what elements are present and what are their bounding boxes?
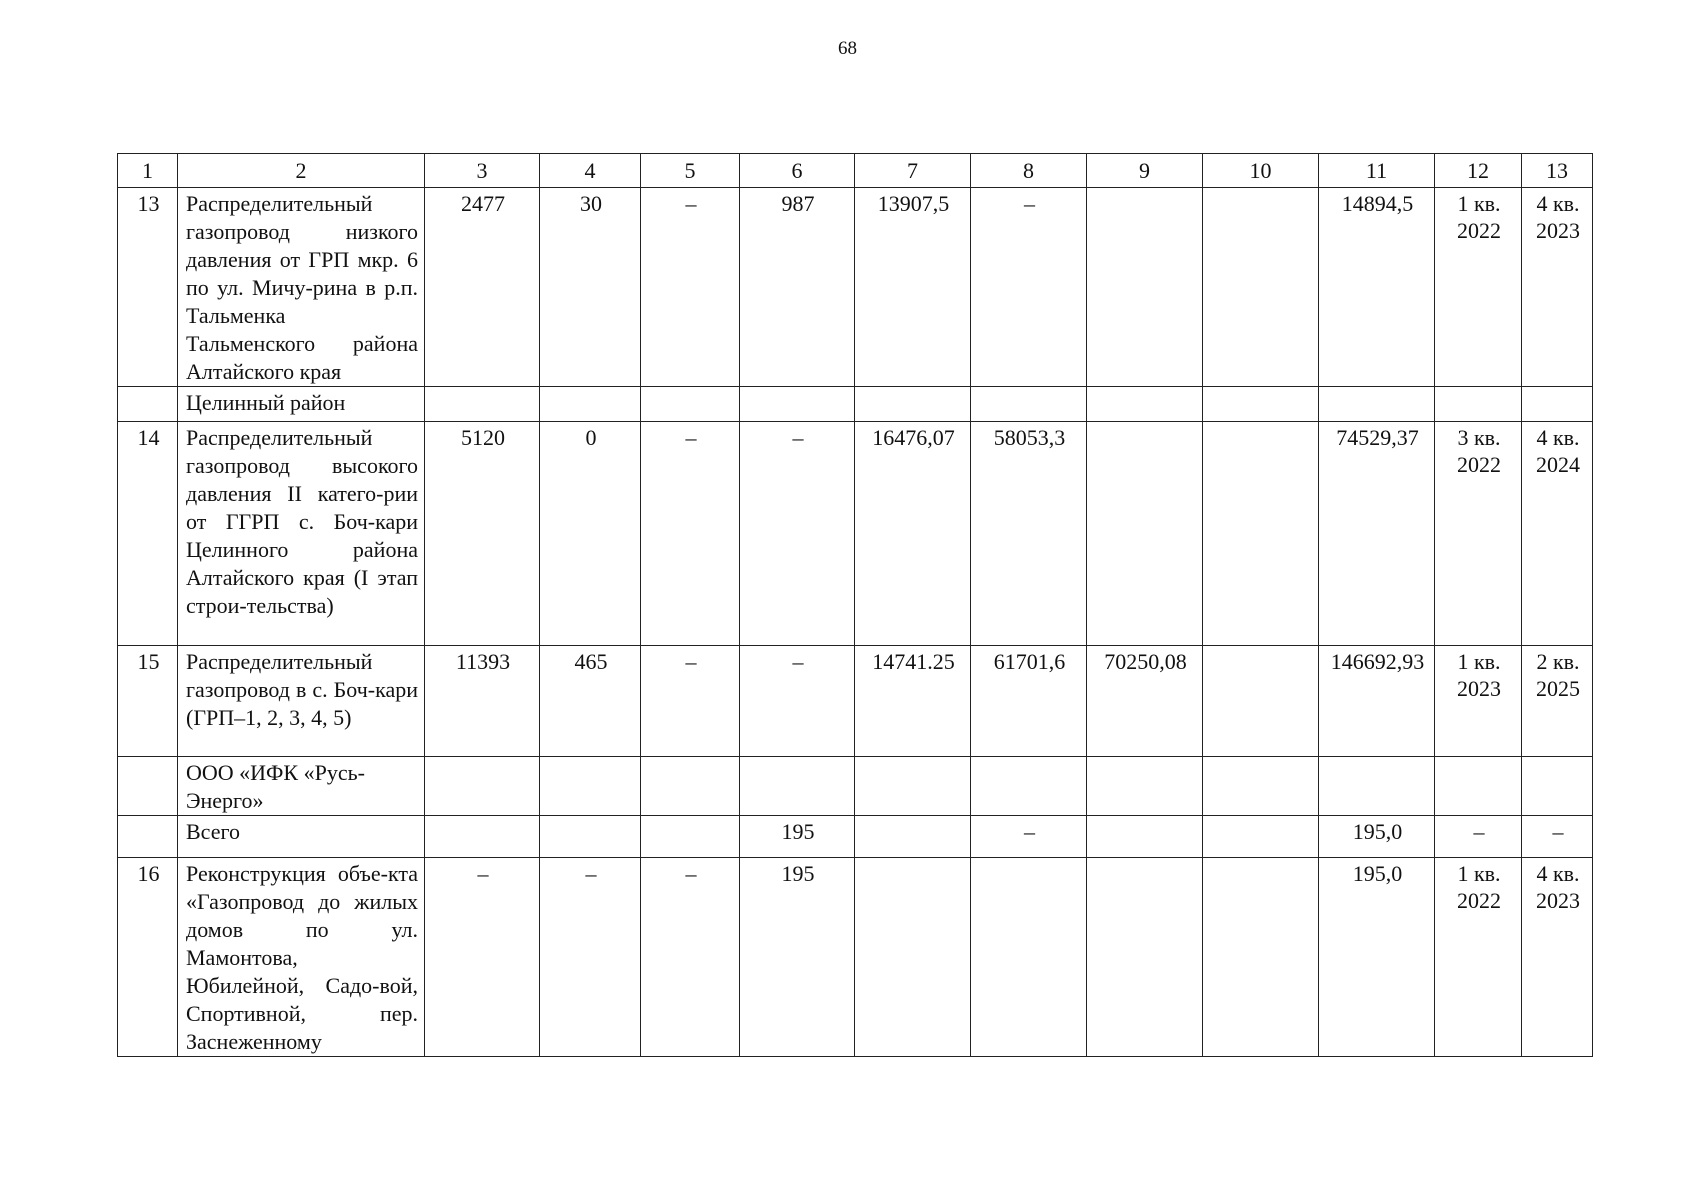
- column-header: 12: [1435, 154, 1522, 188]
- table-row: [118, 757, 1593, 816]
- table-row: [118, 387, 1593, 422]
- table-row: [118, 858, 1593, 1057]
- table-cell: 146692,93: [1319, 646, 1435, 757]
- table-cell: –: [1435, 816, 1522, 858]
- table-cell: [1087, 422, 1203, 646]
- column-header: 1: [118, 154, 178, 188]
- table-cell: 70250,08: [1087, 646, 1203, 757]
- column-header: 7: [855, 154, 971, 188]
- table-cell: [855, 858, 971, 1057]
- table-cell: –: [540, 858, 641, 1057]
- table-cell: [641, 757, 740, 816]
- table-cell: –: [641, 422, 740, 646]
- table-cell: [1087, 858, 1203, 1057]
- table-cell: [1203, 816, 1319, 858]
- header-row: [118, 154, 1593, 188]
- column-header: 10: [1203, 154, 1319, 188]
- table-cell: [855, 387, 971, 422]
- table-cell: –: [641, 188, 740, 387]
- table-cell: [1203, 757, 1319, 816]
- table-cell: 15: [118, 646, 178, 757]
- table-cell: 14: [118, 422, 178, 646]
- table-cell: 16476,07: [855, 422, 971, 646]
- table-cell: 195,0: [1319, 816, 1435, 858]
- table-cell: –: [425, 858, 540, 1057]
- table-cell: 14894,5: [1319, 188, 1435, 387]
- table-cell: –: [740, 422, 855, 646]
- column-header: 2: [178, 154, 425, 188]
- table-cell: [425, 816, 540, 858]
- table-cell: –: [641, 646, 740, 757]
- table-cell: [1087, 188, 1203, 387]
- table-cell: –: [740, 646, 855, 757]
- table-cell: [1522, 387, 1593, 422]
- table-cell: [971, 858, 1087, 1057]
- table-cell: 61701,6: [971, 646, 1087, 757]
- table-cell: [118, 816, 178, 858]
- table-cell: [1203, 387, 1319, 422]
- table-cell: [540, 816, 641, 858]
- column-header: 3: [425, 154, 540, 188]
- column-header: 11: [1319, 154, 1435, 188]
- table-cell: [425, 757, 540, 816]
- table-cell: [1319, 757, 1435, 816]
- table-cell: [425, 387, 540, 422]
- table-cell: 74529,37: [1319, 422, 1435, 646]
- table-cell: [1087, 757, 1203, 816]
- table-cell: Распределительный газопровод низкого давления от ГРП мкр. 6 по ул. Мичу-рина в р.п. Тальменка Тальменского района Алтайского края: [178, 188, 425, 387]
- table-cell: 11393: [425, 646, 540, 757]
- column-header: 13: [1522, 154, 1593, 188]
- table-cell: 195: [740, 816, 855, 858]
- table-cell: 30: [540, 188, 641, 387]
- table-cell: [1087, 816, 1203, 858]
- table-cell: 195,0: [1319, 858, 1435, 1057]
- table-cell: [641, 387, 740, 422]
- table-cell: –: [971, 188, 1087, 387]
- table-row: [118, 816, 1593, 858]
- table-cell: [1522, 757, 1593, 816]
- table-cell: [1435, 387, 1522, 422]
- table-cell: 2 кв. 2025: [1522, 646, 1593, 757]
- table-cell: 465: [540, 646, 641, 757]
- table-cell: 58053,3: [971, 422, 1087, 646]
- column-header: 8: [971, 154, 1087, 188]
- table-cell: [540, 387, 641, 422]
- table-cell: 5120: [425, 422, 540, 646]
- table-cell: [1087, 387, 1203, 422]
- table-cell: 1 кв. 2022: [1435, 188, 1522, 387]
- table-row: [118, 188, 1593, 387]
- column-header: 9: [1087, 154, 1203, 188]
- table-cell: 16: [118, 858, 178, 1057]
- table-cell: 4 кв. 2023: [1522, 188, 1593, 387]
- table-cell: 3 кв. 2022: [1435, 422, 1522, 646]
- page-number: 68: [838, 38, 857, 59]
- table-cell: 1 кв. 2022: [1435, 858, 1522, 1057]
- table-row: [118, 422, 1593, 646]
- table-cell: 1 кв. 2023: [1435, 646, 1522, 757]
- table-cell: [971, 387, 1087, 422]
- table-cell: ООО «ИФК «Русь-Энерго»: [178, 757, 425, 816]
- table-cell: –: [971, 816, 1087, 858]
- table-cell: Реконструкция объе-кта «Газопровод до жилых домов по ул. Мамонтова, Юбилейной, Садо-вой, Спортивной, пер. Заснеженному: [178, 858, 425, 1057]
- table-cell: 13907,5: [855, 188, 971, 387]
- table-cell: [1319, 387, 1435, 422]
- column-header: 6: [740, 154, 855, 188]
- table-cell: Распределительный газопровод в с. Боч-кари (ГРП–1, 2, 3, 4, 5): [178, 646, 425, 757]
- column-header: 4: [540, 154, 641, 188]
- table-cell: –: [1522, 816, 1593, 858]
- table-cell: [540, 757, 641, 816]
- table-cell: [1435, 757, 1522, 816]
- table-cell: [1203, 188, 1319, 387]
- table-cell: [118, 387, 178, 422]
- table-cell: Целинный район: [178, 387, 425, 422]
- table-cell: [855, 816, 971, 858]
- table-cell: 987: [740, 188, 855, 387]
- table-cell: [641, 816, 740, 858]
- table-cell: [855, 757, 971, 816]
- table-cell: [740, 757, 855, 816]
- table-cell: 0: [540, 422, 641, 646]
- table-cell: 14741.25: [855, 646, 971, 757]
- table-cell: 195: [740, 858, 855, 1057]
- table-cell: [1203, 422, 1319, 646]
- table-cell: 2477: [425, 188, 540, 387]
- table-cell: 13: [118, 188, 178, 387]
- column-header: 5: [641, 154, 740, 188]
- table-cell: [971, 757, 1087, 816]
- table-cell: 4 кв. 2024: [1522, 422, 1593, 646]
- table-row: [118, 646, 1593, 757]
- table-cell: Всего: [178, 816, 425, 858]
- table-cell: [1203, 646, 1319, 757]
- table-cell: [740, 387, 855, 422]
- table-cell: –: [641, 858, 740, 1057]
- table-cell: [118, 757, 178, 816]
- data-table: [117, 153, 1593, 1057]
- table-cell: [1203, 858, 1319, 1057]
- table-cell: 4 кв. 2023: [1522, 858, 1593, 1057]
- table-cell: Распределительный газопровод высокого давления II катего-рии от ГГРП с. Боч-кари Целинного района Алтайского края (I этап строи-тельства): [178, 422, 425, 646]
